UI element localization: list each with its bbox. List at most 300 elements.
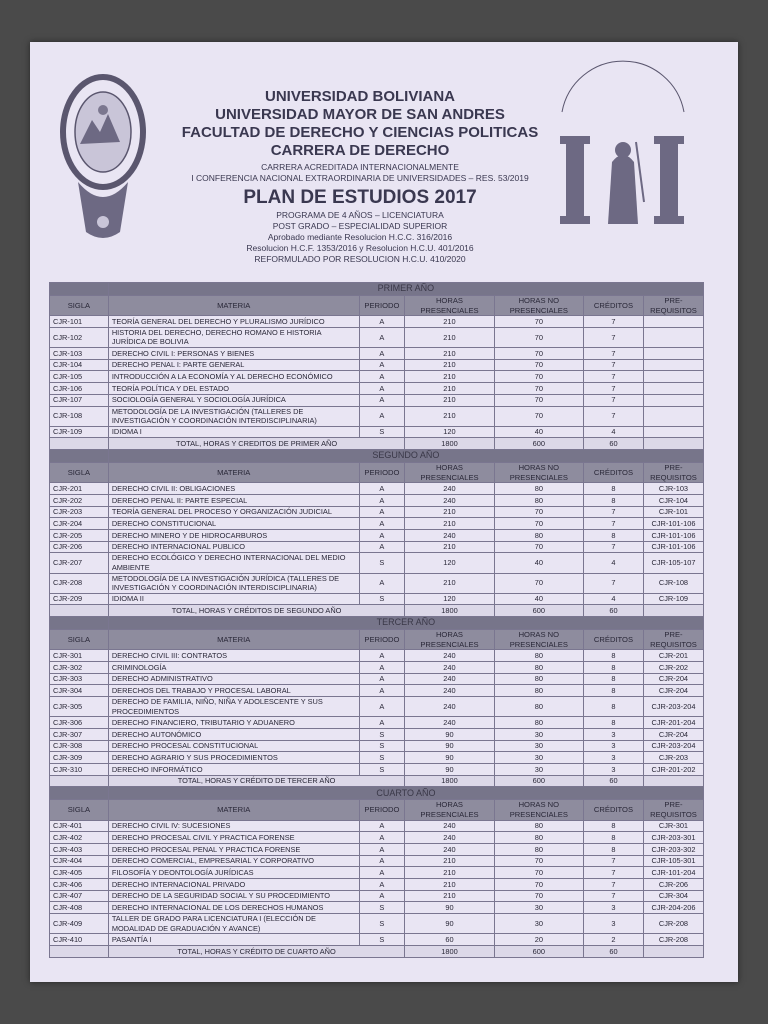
course-code: CJR-203 bbox=[50, 506, 109, 518]
course-name: DERECHO PENAL II: PARTE ESPECIAL bbox=[108, 494, 359, 506]
course-hours-nonpresential: 40 bbox=[494, 426, 583, 438]
course-prerequisites: CJR-202 bbox=[643, 662, 703, 674]
column-header-prerequisitos: PRE-REQUISITOS bbox=[643, 463, 703, 483]
course-code: CJR-309 bbox=[50, 752, 109, 764]
column-header-horas-no-presenciales: HORAS NO PRESENCIALES bbox=[494, 800, 583, 820]
year-banner bbox=[50, 787, 704, 800]
year-banner-side bbox=[50, 787, 109, 800]
course-period: S bbox=[359, 764, 405, 776]
course-credits: 7 bbox=[584, 879, 644, 891]
table-row bbox=[50, 752, 704, 764]
course-code: CJR-105 bbox=[50, 371, 109, 383]
course-name: DERECHO CIVIL II: OBLIGACIONES bbox=[108, 483, 359, 495]
column-header-periodo: PERIODO bbox=[359, 296, 405, 316]
year-title: SEGUNDO AÑO bbox=[108, 450, 703, 463]
total-hours-nonpresential: 600 bbox=[494, 605, 583, 617]
course-credits: 8 bbox=[584, 650, 644, 662]
column-header-creditos: CRÉDITOS bbox=[584, 800, 644, 820]
course-code: CJR-107 bbox=[50, 394, 109, 406]
table-row bbox=[50, 394, 704, 406]
course-hours-presential: 90 bbox=[405, 740, 494, 752]
course-credits: 4 bbox=[584, 593, 644, 605]
course-hours-nonpresential: 70 bbox=[494, 327, 583, 347]
course-hours-presential: 240 bbox=[405, 483, 494, 495]
course-prerequisites: CJR-101-106 bbox=[643, 518, 703, 530]
course-hours-nonpresential: 30 bbox=[494, 740, 583, 752]
column-header-materia: MATERIA bbox=[108, 463, 359, 483]
course-hours-presential: 210 bbox=[405, 518, 494, 530]
total-hours-nonpresential: 600 bbox=[494, 438, 583, 450]
course-hours-nonpresential: 70 bbox=[494, 573, 583, 593]
course-name: TEORÍA GENERAL DEL PROCESO Y ORGANIZACIÓN JUDICIAL bbox=[108, 506, 359, 518]
course-hours-nonpresential: 70 bbox=[494, 879, 583, 891]
column-header-sigla: SIGLA bbox=[50, 463, 109, 483]
course-period: S bbox=[359, 593, 405, 605]
table-row bbox=[50, 553, 704, 573]
course-credits: 7 bbox=[584, 327, 644, 347]
course-period: A bbox=[359, 518, 405, 530]
course-hours-presential: 90 bbox=[405, 752, 494, 764]
total-row bbox=[50, 438, 704, 450]
table-row bbox=[50, 914, 704, 934]
course-code: CJR-410 bbox=[50, 934, 109, 946]
table-row bbox=[50, 728, 704, 740]
course-hours-presential: 210 bbox=[405, 359, 494, 371]
course-prerequisites: CJR-204 bbox=[643, 685, 703, 697]
course-period: A bbox=[359, 541, 405, 553]
column-header-row bbox=[50, 463, 704, 483]
course-hours-nonpresential: 80 bbox=[494, 697, 583, 717]
course-code: CJR-406 bbox=[50, 879, 109, 891]
course-hours-presential: 240 bbox=[405, 650, 494, 662]
course-prerequisites: CJR-203-302 bbox=[643, 843, 703, 855]
course-prerequisites: CJR-103 bbox=[643, 483, 703, 495]
course-hours-presential: 210 bbox=[405, 506, 494, 518]
course-hours-nonpresential: 70 bbox=[494, 316, 583, 328]
course-hours-nonpresential: 70 bbox=[494, 383, 583, 395]
course-name: DERECHO DE FAMILIA, NIÑO, NIÑA Y ADOLESCENTE Y SUS PROCEDIMIENTOS bbox=[108, 697, 359, 717]
faculty-logo-icon bbox=[548, 52, 698, 242]
table-row bbox=[50, 934, 704, 946]
course-hours-nonpresential: 30 bbox=[494, 764, 583, 776]
table-row bbox=[50, 506, 704, 518]
table-row bbox=[50, 662, 704, 674]
course-hours-nonpresential: 30 bbox=[494, 728, 583, 740]
course-period: A bbox=[359, 483, 405, 495]
course-period: A bbox=[359, 890, 405, 902]
course-prerequisites bbox=[643, 316, 703, 328]
course-code: CJR-404 bbox=[50, 855, 109, 867]
column-header-materia: MATERIA bbox=[108, 800, 359, 820]
course-code: CJR-106 bbox=[50, 383, 109, 395]
course-name: SOCIOLOGÍA GENERAL Y SOCIOLOGÍA JURÍDICA bbox=[108, 394, 359, 406]
course-hours-nonpresential: 30 bbox=[494, 902, 583, 914]
course-hours-nonpresential: 80 bbox=[494, 673, 583, 685]
course-code: CJR-306 bbox=[50, 717, 109, 729]
course-hours-nonpresential: 70 bbox=[494, 867, 583, 879]
course-credits: 8 bbox=[584, 494, 644, 506]
course-period: A bbox=[359, 650, 405, 662]
course-period: A bbox=[359, 855, 405, 867]
course-code: CJR-408 bbox=[50, 902, 109, 914]
course-period: A bbox=[359, 383, 405, 395]
course-credits: 8 bbox=[584, 530, 644, 542]
course-hours-nonpresential: 80 bbox=[494, 685, 583, 697]
course-period: A bbox=[359, 530, 405, 542]
course-hours-nonpresential: 70 bbox=[494, 541, 583, 553]
course-hours-presential: 240 bbox=[405, 685, 494, 697]
course-name: DERECHO CIVIL IV: SUCESIONES bbox=[108, 820, 359, 832]
course-period: A bbox=[359, 673, 405, 685]
table-row bbox=[50, 867, 704, 879]
table-row bbox=[50, 697, 704, 717]
course-prerequisites: CJR-206 bbox=[643, 879, 703, 891]
course-hours-presential: 120 bbox=[405, 553, 494, 573]
course-hours-nonpresential: 20 bbox=[494, 934, 583, 946]
course-hours-presential: 210 bbox=[405, 890, 494, 902]
total-prereq-spacer bbox=[643, 945, 703, 957]
course-credits: 3 bbox=[584, 914, 644, 934]
course-name: DERECHO AGRARIO Y SUS PROCEDIMIENTOS bbox=[108, 752, 359, 764]
course-hours-presential: 120 bbox=[405, 593, 494, 605]
course-prerequisites bbox=[643, 406, 703, 426]
course-prerequisites: CJR-208 bbox=[643, 914, 703, 934]
year-banner bbox=[50, 450, 704, 463]
course-prerequisites: CJR-203 bbox=[643, 752, 703, 764]
column-header-prerequisitos: PRE-REQUISITOS bbox=[643, 800, 703, 820]
course-prerequisites: CJR-201-202 bbox=[643, 764, 703, 776]
course-code: CJR-206 bbox=[50, 541, 109, 553]
course-name: DERECHO PENAL I: PARTE GENERAL bbox=[108, 359, 359, 371]
course-hours-nonpresential: 80 bbox=[494, 843, 583, 855]
course-credits: 7 bbox=[584, 406, 644, 426]
course-period: A bbox=[359, 348, 405, 360]
course-prerequisites: CJR-203-204 bbox=[643, 740, 703, 752]
course-hours-presential: 240 bbox=[405, 662, 494, 674]
course-period: A bbox=[359, 820, 405, 832]
course-hours-presential: 90 bbox=[405, 728, 494, 740]
table-row bbox=[50, 843, 704, 855]
course-credits: 3 bbox=[584, 740, 644, 752]
course-code: CJR-403 bbox=[50, 843, 109, 855]
course-credits: 7 bbox=[584, 359, 644, 371]
course-prerequisites bbox=[643, 426, 703, 438]
total-row bbox=[50, 775, 704, 787]
course-period: A bbox=[359, 879, 405, 891]
course-period: S bbox=[359, 902, 405, 914]
course-hours-nonpresential: 80 bbox=[494, 662, 583, 674]
total-label: TOTAL, HORAS Y CREDITOS DE PRIMER AÑO bbox=[108, 438, 404, 450]
course-code: CJR-209 bbox=[50, 593, 109, 605]
course-period: A bbox=[359, 662, 405, 674]
course-prerequisites: CJR-109 bbox=[643, 593, 703, 605]
course-hours-presential: 90 bbox=[405, 902, 494, 914]
course-hours-nonpresential: 80 bbox=[494, 483, 583, 495]
year-banner-side bbox=[50, 283, 109, 296]
course-period: S bbox=[359, 934, 405, 946]
table-row bbox=[50, 327, 704, 347]
heading-line: UNIVERSIDAD BOLIVIANA bbox=[264, 88, 455, 105]
course-prerequisites: CJR-101-106 bbox=[643, 541, 703, 553]
total-hours-presential: 1800 bbox=[405, 945, 494, 957]
course-hours-presential: 90 bbox=[405, 914, 494, 934]
course-hours-presential: 240 bbox=[405, 820, 494, 832]
course-name: DERECHO PROCESAL CIVIL Y PRACTICA FORENSE bbox=[108, 832, 359, 844]
total-credits: 60 bbox=[584, 438, 644, 450]
course-code: CJR-301 bbox=[50, 650, 109, 662]
table-row bbox=[50, 673, 704, 685]
course-period: A bbox=[359, 371, 405, 383]
course-hours-presential: 240 bbox=[405, 494, 494, 506]
course-hours-nonpresential: 70 bbox=[494, 348, 583, 360]
course-prerequisites: CJR-101-204 bbox=[643, 867, 703, 879]
total-prereq-spacer bbox=[643, 438, 703, 450]
course-prerequisites: CJR-108 bbox=[643, 573, 703, 593]
column-header-prerequisitos: PRE-REQUISITOS bbox=[643, 296, 703, 316]
course-name: METODOLOGÍA DE LA INVESTIGACIÓN JURÍDICA (TALLERES DE INVESTIGACIÓN Y COORDINACIÓN INTERDISCIPLINARIA) bbox=[108, 573, 359, 593]
course-hours-presential: 120 bbox=[405, 426, 494, 438]
course-period: A bbox=[359, 406, 405, 426]
course-prerequisites: CJR-201-204 bbox=[643, 717, 703, 729]
course-name: PASANTÍA I bbox=[108, 934, 359, 946]
course-prerequisites bbox=[643, 327, 703, 347]
heading-line: UNIVERSIDAD MAYOR DE SAN ANDRES bbox=[215, 106, 505, 123]
course-hours-presential: 210 bbox=[405, 855, 494, 867]
total-prereq-spacer bbox=[643, 605, 703, 617]
heading-line: FACULTAD DE DERECHO Y CIENCIAS POLITICAS bbox=[181, 124, 539, 141]
column-header-creditos: CRÉDITOS bbox=[584, 463, 644, 483]
total-credits: 60 bbox=[584, 775, 644, 787]
total-credits: 60 bbox=[584, 605, 644, 617]
course-prerequisites: CJR-101 bbox=[643, 506, 703, 518]
course-code: CJR-207 bbox=[50, 553, 109, 573]
course-period: A bbox=[359, 685, 405, 697]
table-row bbox=[50, 593, 704, 605]
total-prereq-spacer bbox=[643, 775, 703, 787]
course-hours-nonpresential: 80 bbox=[494, 494, 583, 506]
course-hours-nonpresential: 80 bbox=[494, 530, 583, 542]
course-name: HISTORIA DEL DERECHO, DERECHO ROMANO E HISTORIA JURÍDICA DE BOLIVIA bbox=[108, 327, 359, 347]
total-spacer bbox=[50, 438, 109, 450]
resolution-line: REFORMULADO POR RESOLUCION H.C.U. 410/2020 bbox=[254, 254, 466, 264]
course-name: FILOSOFÍA Y DEONTOLOGÍA JURÍDICAS bbox=[108, 867, 359, 879]
total-hours-presential: 1800 bbox=[405, 775, 494, 787]
course-credits: 3 bbox=[584, 902, 644, 914]
column-header-creditos: CRÉDITOS bbox=[584, 296, 644, 316]
course-name: CRIMINOLOGÍA bbox=[108, 662, 359, 674]
course-code: CJR-102 bbox=[50, 327, 109, 347]
course-period: S bbox=[359, 752, 405, 764]
course-credits: 8 bbox=[584, 662, 644, 674]
course-code: CJR-401 bbox=[50, 820, 109, 832]
course-name: DERECHO PROCESAL CONSTITUCIONAL bbox=[108, 740, 359, 752]
course-hours-presential: 210 bbox=[405, 371, 494, 383]
course-hours-nonpresential: 80 bbox=[494, 650, 583, 662]
year-title: CUARTO AÑO bbox=[108, 787, 703, 800]
course-hours-presential: 240 bbox=[405, 673, 494, 685]
total-hours-nonpresential: 600 bbox=[494, 775, 583, 787]
course-hours-nonpresential: 70 bbox=[494, 371, 583, 383]
course-code: CJR-310 bbox=[50, 764, 109, 776]
course-name: IDIOMA II bbox=[108, 593, 359, 605]
course-period: S bbox=[359, 740, 405, 752]
course-credits: 7 bbox=[584, 371, 644, 383]
course-code: CJR-109 bbox=[50, 426, 109, 438]
course-name: DERECHO CONSTITUCIONAL bbox=[108, 518, 359, 530]
course-credits: 8 bbox=[584, 717, 644, 729]
course-prerequisites: CJR-101-106 bbox=[643, 530, 703, 542]
course-prerequisites: CJR-208 bbox=[643, 934, 703, 946]
course-credits: 8 bbox=[584, 832, 644, 844]
course-code: CJR-308 bbox=[50, 740, 109, 752]
course-credits: 8 bbox=[584, 673, 644, 685]
course-hours-nonpresential: 70 bbox=[494, 406, 583, 426]
table-row bbox=[50, 371, 704, 383]
course-hours-presential: 210 bbox=[405, 406, 494, 426]
course-prerequisites: CJR-105-301 bbox=[643, 855, 703, 867]
column-header-horas-presenciales: HORAS PRESENCIALES bbox=[405, 630, 494, 650]
table-row bbox=[50, 383, 704, 395]
course-period: A bbox=[359, 506, 405, 518]
table-row bbox=[50, 832, 704, 844]
course-credits: 7 bbox=[584, 348, 644, 360]
course-code: CJR-402 bbox=[50, 832, 109, 844]
course-name: DERECHO ECOLÓGICO Y DERECHO INTERNACIONAL DEL MEDIO AMBIENTE bbox=[108, 553, 359, 573]
course-period: A bbox=[359, 832, 405, 844]
table-row bbox=[50, 890, 704, 902]
table-row bbox=[50, 573, 704, 593]
column-header-creditos: CRÉDITOS bbox=[584, 630, 644, 650]
course-prerequisites bbox=[643, 359, 703, 371]
course-name: INTRODUCCIÓN A LA ECONOMÍA Y AL DERECHO ECONÓMICO bbox=[108, 371, 359, 383]
course-code: CJR-103 bbox=[50, 348, 109, 360]
course-period: A bbox=[359, 843, 405, 855]
course-code: CJR-303 bbox=[50, 673, 109, 685]
total-hours-presential: 1800 bbox=[405, 438, 494, 450]
table-row bbox=[50, 541, 704, 553]
table-row bbox=[50, 359, 704, 371]
column-header-materia: MATERIA bbox=[108, 296, 359, 316]
course-code: CJR-104 bbox=[50, 359, 109, 371]
course-period: S bbox=[359, 553, 405, 573]
course-code: CJR-405 bbox=[50, 867, 109, 879]
course-credits: 7 bbox=[584, 855, 644, 867]
column-header-periodo: PERIODO bbox=[359, 463, 405, 483]
course-credits: 8 bbox=[584, 820, 644, 832]
course-name: DERECHO MINERO Y DE HIDROCARBUROS bbox=[108, 530, 359, 542]
course-prerequisites bbox=[643, 383, 703, 395]
course-code: CJR-302 bbox=[50, 662, 109, 674]
course-credits: 7 bbox=[584, 573, 644, 593]
table-row bbox=[50, 717, 704, 729]
course-name: DERECHOS DEL TRABAJO Y PROCESAL LABORAL bbox=[108, 685, 359, 697]
year-banner bbox=[50, 617, 704, 630]
heading-line: CARRERA DE DERECHO bbox=[270, 142, 450, 159]
table-row bbox=[50, 740, 704, 752]
course-code: CJR-205 bbox=[50, 530, 109, 542]
course-hours-presential: 240 bbox=[405, 832, 494, 844]
course-period: A bbox=[359, 867, 405, 879]
course-code: CJR-201 bbox=[50, 483, 109, 495]
course-code: CJR-208 bbox=[50, 573, 109, 593]
table-row bbox=[50, 902, 704, 914]
course-hours-presential: 210 bbox=[405, 573, 494, 593]
course-name: DERECHO COMERCIAL, EMPRESARIAL Y CORPORATIVO bbox=[108, 855, 359, 867]
course-code: CJR-202 bbox=[50, 494, 109, 506]
course-name: DERECHO INTERNACIONAL PUBLICO bbox=[108, 541, 359, 553]
total-spacer bbox=[50, 945, 109, 957]
course-name: METODOLOGÍA DE LA INVESTIGACIÓN (TALLERES DE INVESTIGACIÓN Y COORDINACIÓN INTERDISCIPLINARIA) bbox=[108, 406, 359, 426]
column-header-horas-presenciales: HORAS PRESENCIALES bbox=[405, 800, 494, 820]
course-credits: 3 bbox=[584, 752, 644, 764]
total-spacer bbox=[50, 605, 109, 617]
course-hours-nonpresential: 80 bbox=[494, 717, 583, 729]
total-label: TOTAL, HORAS Y CRÉDITO DE TERCER AÑO bbox=[108, 775, 404, 787]
course-hours-nonpresential: 70 bbox=[494, 890, 583, 902]
column-header-materia: MATERIA bbox=[108, 630, 359, 650]
course-code: CJR-101 bbox=[50, 316, 109, 328]
table-row bbox=[50, 494, 704, 506]
year-title: PRIMER AÑO bbox=[108, 283, 703, 296]
course-hours-nonpresential: 40 bbox=[494, 593, 583, 605]
plan-title: PLAN DE ESTUDIOS 2017 bbox=[243, 187, 477, 208]
course-credits: 2 bbox=[584, 934, 644, 946]
course-name: DERECHO PROCESAL PENAL Y PRACTICA FORENSE bbox=[108, 843, 359, 855]
course-hours-nonpresential: 70 bbox=[494, 855, 583, 867]
course-credits: 8 bbox=[584, 843, 644, 855]
course-prerequisites: CJR-203-301 bbox=[643, 832, 703, 844]
course-hours-nonpresential: 30 bbox=[494, 914, 583, 934]
course-hours-presential: 90 bbox=[405, 764, 494, 776]
course-credits: 3 bbox=[584, 728, 644, 740]
course-prerequisites: CJR-304 bbox=[643, 890, 703, 902]
course-credits: 8 bbox=[584, 685, 644, 697]
course-period: A bbox=[359, 697, 405, 717]
course-hours-presential: 210 bbox=[405, 541, 494, 553]
total-credits: 60 bbox=[584, 945, 644, 957]
course-credits: 8 bbox=[584, 483, 644, 495]
column-header-sigla: SIGLA bbox=[50, 630, 109, 650]
course-credits: 7 bbox=[584, 383, 644, 395]
course-credits: 7 bbox=[584, 518, 644, 530]
table-row bbox=[50, 764, 704, 776]
column-header-sigla: SIGLA bbox=[50, 296, 109, 316]
year-banner-side bbox=[50, 617, 109, 630]
total-spacer bbox=[50, 775, 109, 787]
year-banner bbox=[50, 283, 704, 296]
course-hours-nonpresential: 70 bbox=[494, 359, 583, 371]
column-header-horas-no-presenciales: HORAS NO PRESENCIALES bbox=[494, 296, 583, 316]
course-credits: 4 bbox=[584, 553, 644, 573]
course-hours-presential: 240 bbox=[405, 717, 494, 729]
table-row bbox=[50, 685, 704, 697]
course-hours-presential: 210 bbox=[405, 327, 494, 347]
course-hours-presential: 240 bbox=[405, 843, 494, 855]
course-name: DERECHO DE LA SEGURIDAD SOCIAL Y SU PROCEDIMIENTO bbox=[108, 890, 359, 902]
table-row bbox=[50, 530, 704, 542]
course-name: DERECHO INTERNACIONAL DE LOS DERECHOS HUMANOS bbox=[108, 902, 359, 914]
course-credits: 8 bbox=[584, 697, 644, 717]
course-credits: 7 bbox=[584, 890, 644, 902]
table-row bbox=[50, 650, 704, 662]
course-period: A bbox=[359, 359, 405, 371]
course-prerequisites: CJR-204 bbox=[643, 728, 703, 740]
table-row bbox=[50, 406, 704, 426]
table-row bbox=[50, 483, 704, 495]
course-prerequisites: CJR-204 bbox=[643, 673, 703, 685]
course-prerequisites: CJR-301 bbox=[643, 820, 703, 832]
study-plan-table bbox=[49, 282, 704, 958]
